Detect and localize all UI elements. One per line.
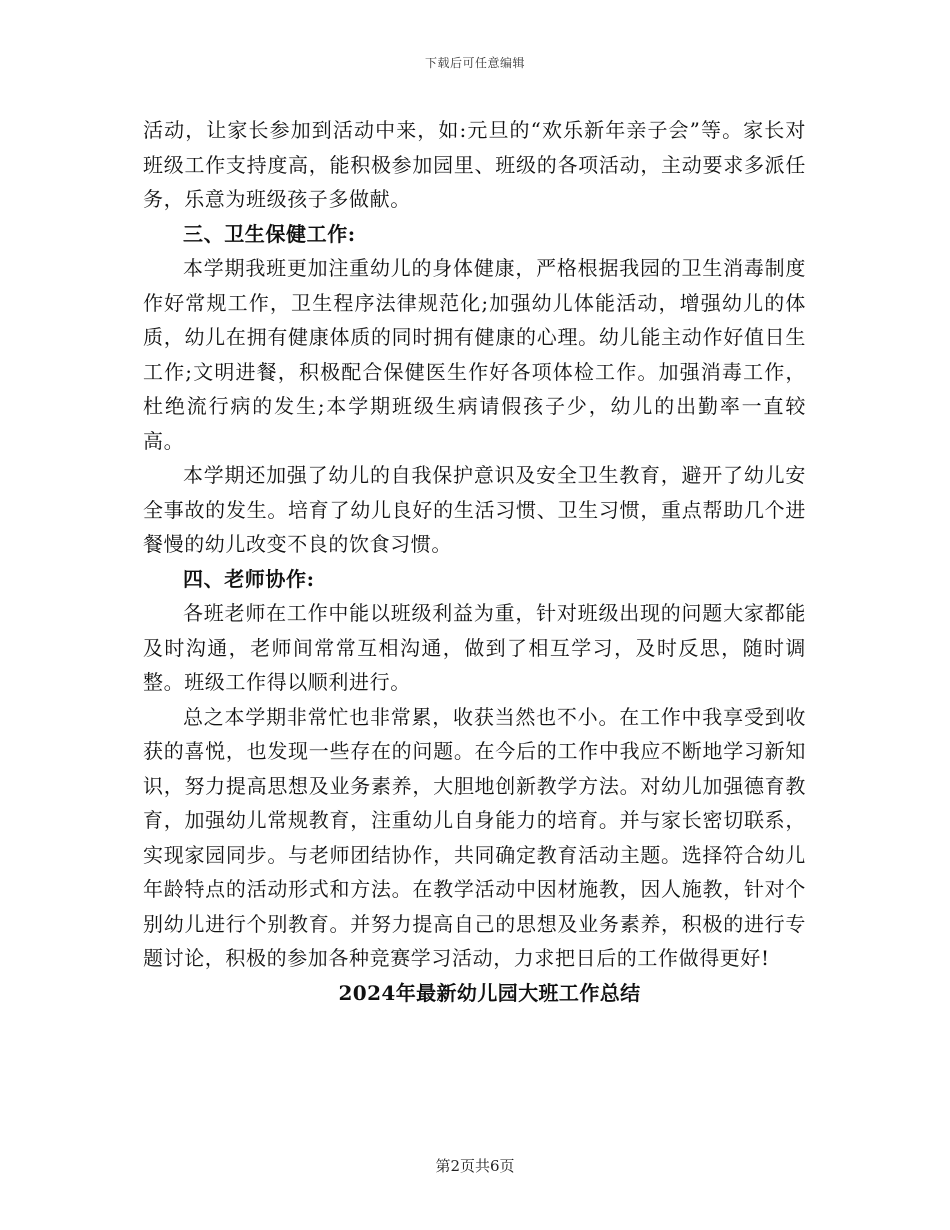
- paragraph-hygiene-1: 本学期我班更加注重幼儿的身体健康，严格根据我园的卫生消毒制度作好常规工作，卫生程序法律规范化;加强幼儿体能活动，增强幼儿的体质，幼儿在拥有健康体质的同时拥有健康的心理。幼儿能主动作好值日生工作;文明进餐，积极配合保健医生作好各项体检工作。加强消毒工作，杜绝流行病的发生;本学期班级生病请假孩子少，幼儿的出勤率一直较高。: [143, 256, 806, 453]
- paragraph-hygiene-2: 本学期还加强了幼儿的自我保护意识及安全卫生教育，避开了幼儿安全事故的发生。培育了幼儿良好的生活习惯、卫生习惯，重点帮助几个进餐慢的幼儿改变不良的饮食习惯。: [143, 463, 806, 556]
- page-number: 第2页共6页: [435, 1157, 515, 1175]
- document-body: [143, 113, 806, 1010]
- paragraph-conclusion: 总之本学期非常忙也非常累，收获当然也不小。在工作中我享受到收获的喜悦，也发现一些存在的问题。在今后的工作中我应不断地学习新知识，努力提高思想及业务素养，大胆地创新教学方法。对幼儿加强德育教育，加强幼儿常规教育，注重幼儿自身能力的培育。并与家长密切联系，实现家园同步。与老师团结协作，共同确定教育活动主题。选择符合幼儿年龄特点的活动形式和方法。在教学活动中因材施教，因人施教，针对个别幼儿进行个别教育。并努力提高自己的思想及业务素养，积极的进行专题讨论，积极的参加各种竞赛学习活动，力求把日后的工作做得更好!: [143, 704, 806, 970]
- section-heading-hygiene: 三、卫生保健工作:: [183, 221, 356, 246]
- paragraph-intro: 活动，让家长参加到活动中来，如:元旦的“欢乐新年亲子会”等。家长对班级工作支持度高，能积极参加园里、班级的各项活动，主动要求多派任务，乐意为班级孩子多做献。: [143, 118, 806, 211]
- page-header-note: 下载后可任意编辑: [424, 56, 525, 70]
- section-heading-teacher-cooperation: 四、老师协作:: [183, 566, 315, 591]
- paragraph-teacher-cooperation: 各班老师在工作中能以班级利益为重，针对班级出现的问题大家都能及时沟通，老师间常常互相沟通，做到了相互学习，及时反思，随时调整。班级工作得以顺利进行。: [143, 601, 806, 694]
- next-document-title: 2024年最新幼儿园大班工作总结: [338, 980, 641, 1005]
